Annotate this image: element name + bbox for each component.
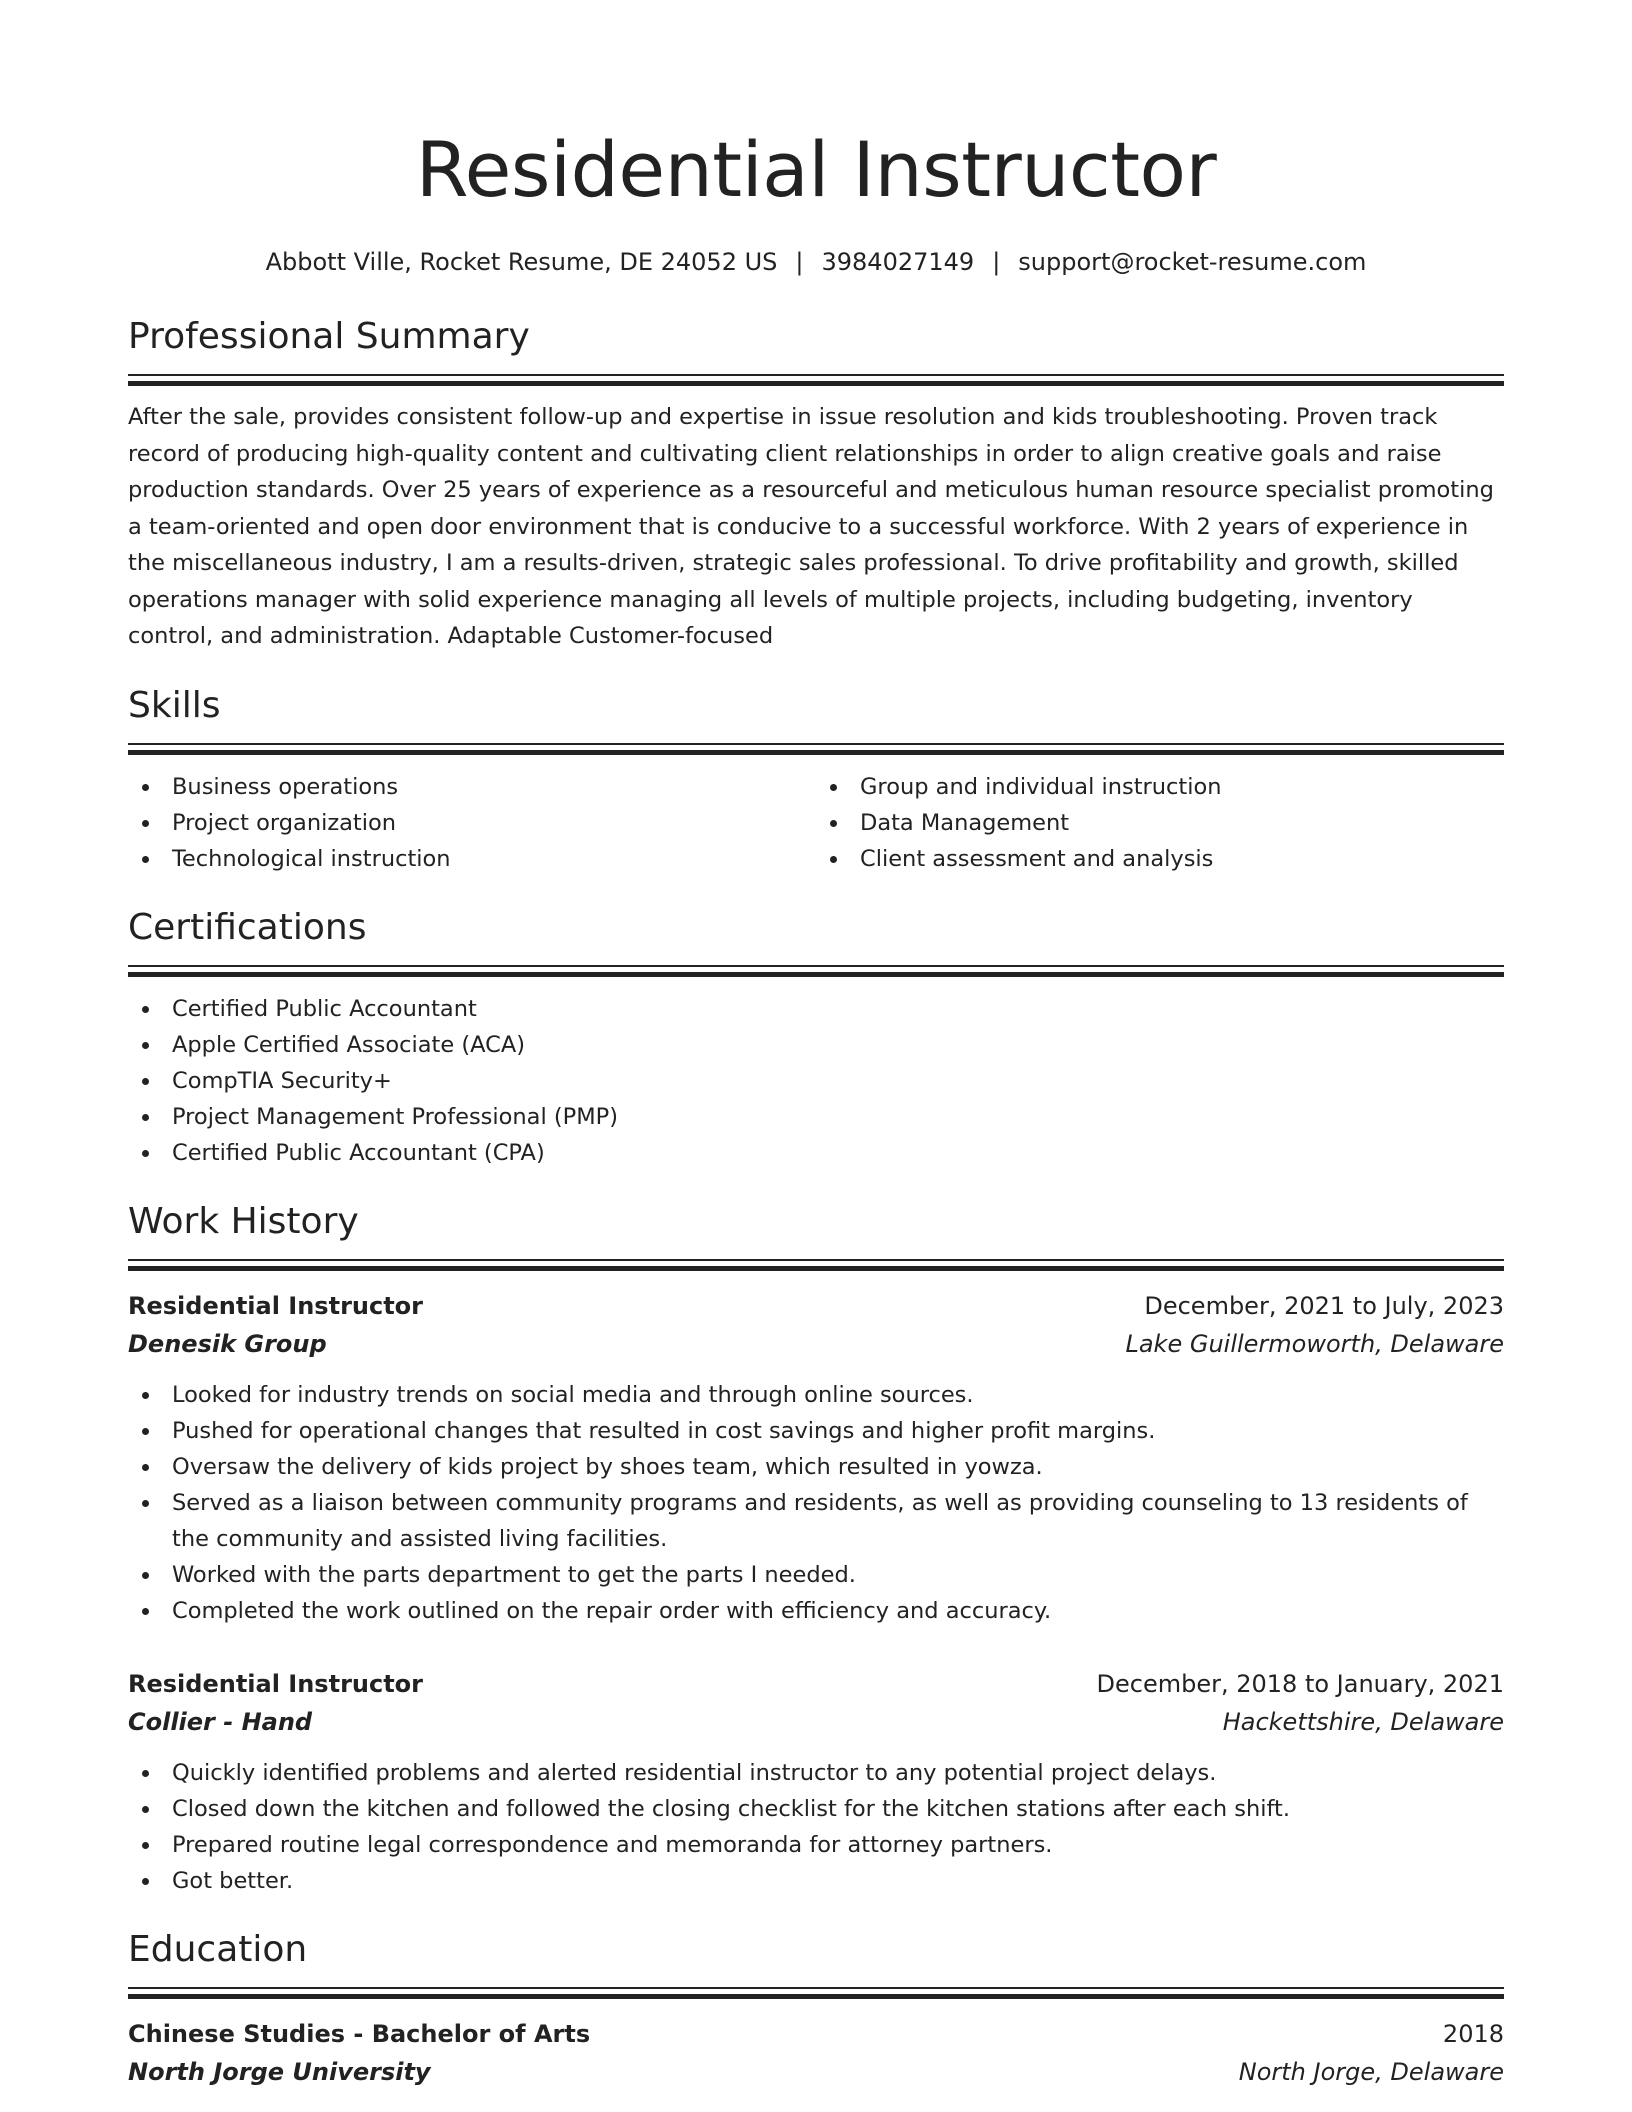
contact-line xyxy=(128,246,1504,278)
skill-item: Client assessment and analysis xyxy=(816,841,1504,877)
job-duty-item: Closed down the kitchen and followed the closing checklist for the kitchen stations after each shift. xyxy=(128,1791,1504,1827)
job-duty-item: Worked with the parts department to get the parts I needed. xyxy=(128,1557,1504,1593)
job-location: Hackettshire, Delaware xyxy=(1222,1707,1504,1736)
skill-item: Business operations xyxy=(128,769,816,805)
skill-item: Technological instruction xyxy=(128,841,816,877)
job-dates: December, 2018 to January, 2021 xyxy=(1096,1669,1504,1698)
section-divider xyxy=(128,1259,1504,1271)
skills-grid xyxy=(128,755,1504,877)
job-duty-item: Completed the work outlined on the repair order with efficiency and accuracy. xyxy=(128,1593,1504,1629)
certifications-section xyxy=(128,905,1504,1171)
contact-email[interactable]: support@rocket-resume.com xyxy=(1018,248,1367,276)
job-subheader xyxy=(128,1325,1504,1363)
summary-section xyxy=(128,314,1504,655)
job-header xyxy=(128,1287,1504,1325)
contact-address: Abbott Ville, Rocket Resume, DE 24052 US xyxy=(265,248,778,276)
job-dates: December, 2021 to July, 2023 xyxy=(1144,1291,1504,1320)
job-duty-item: Looked for industry trends on social media and through online sources. xyxy=(128,1377,1504,1413)
job-duties-list xyxy=(128,1755,1504,1899)
job-entry xyxy=(128,1665,1504,1899)
job-duty-item: Got better. xyxy=(128,1863,1504,1899)
section-divider xyxy=(128,1987,1504,1999)
certification-item: Certified Public Accountant (CPA) xyxy=(128,1135,1504,1171)
job-duty-item: Pushed for operational changes that resulted in cost savings and higher profit margins. xyxy=(128,1413,1504,1449)
education-degree: Chinese Studies - Bachelor of Arts xyxy=(128,2019,591,2048)
skills-list-left xyxy=(128,769,816,877)
education-section xyxy=(128,1927,1504,2091)
job-duty-item: Quickly identified problems and alerted residential instructor to any potential project delays. xyxy=(128,1755,1504,1791)
section-title-work-history: Work History xyxy=(128,1200,359,1242)
job-company: Denesik Group xyxy=(128,1329,327,1358)
certification-item: Apple Certified Associate (ACA) xyxy=(128,1027,1504,1063)
job-location: Lake Guillermoworth, Delaware xyxy=(1125,1329,1504,1358)
job-company: Collier - Hand xyxy=(128,1707,313,1736)
certification-item: Project Management Professional (PMP) xyxy=(128,1099,1504,1135)
section-title-skills: Skills xyxy=(128,684,221,726)
certification-item: Certified Public Accountant xyxy=(128,991,1504,1027)
contact-phone: 3984027149 xyxy=(821,248,975,276)
skill-item: Group and individual instruction xyxy=(816,769,1504,805)
job-header xyxy=(128,1665,1504,1703)
certifications-list xyxy=(128,991,1504,1171)
job-duties-list xyxy=(128,1377,1504,1629)
skill-item: Project organization xyxy=(128,805,816,841)
skills-list-right xyxy=(816,769,1504,877)
contact-separator: | xyxy=(795,248,804,276)
section-title-education: Education xyxy=(128,1928,308,1970)
job-subheader xyxy=(128,1703,1504,1741)
job-title: Residential Instructor xyxy=(128,1291,424,1320)
job-duty-item: Oversaw the delivery of kids project by shoes team, which resulted in yowza. xyxy=(128,1449,1504,1485)
job-duty-item: Prepared routine legal correspondence and memoranda for attorney partners. xyxy=(128,1827,1504,1863)
education-header xyxy=(128,2015,1504,2053)
skills-section xyxy=(128,683,1504,877)
contact-separator: | xyxy=(992,248,1001,276)
section-divider xyxy=(128,743,1504,755)
section-title-certifications: Certifications xyxy=(128,906,367,948)
education-location: North Jorge, Delaware xyxy=(1238,2057,1504,2086)
job-entry xyxy=(128,1287,1504,1629)
skill-item: Data Management xyxy=(816,805,1504,841)
section-divider xyxy=(128,965,1504,977)
certification-item: CompTIA Security+ xyxy=(128,1063,1504,1099)
section-title-summary: Professional Summary xyxy=(128,316,530,357)
job-duty-item: Served as a liaison between community programs and residents, as well as providing counseling to 13 residents of the community and assisted living facilities. xyxy=(128,1485,1504,1557)
work-history-section xyxy=(128,1199,1504,1899)
education-entry xyxy=(128,2015,1504,2091)
education-school: North Jorge University xyxy=(128,2057,431,2086)
section-divider xyxy=(128,374,1504,386)
education-subheader xyxy=(128,2053,1504,2091)
candidate-name: Residential Instructor xyxy=(415,125,1217,214)
education-year: 2018 xyxy=(1442,2019,1504,2048)
summary-text: After the sale, provides consistent follow-up and expertise in issue resolution and kids troubleshooting. Proven track record of producing high-quality content and cultivating client relationships in order to align creative goals and raise production standards. Over 25 years of experience as a resourceful and meticulous human resource specialist promoting a team-oriented and open door environment that is conducive to a successful workforce. With 2 years of experience in the miscellaneous industry, I am a results-driven, strategic sales professional. To drive profitability and growth, skilled operations manager with solid experience managing all levels of multiple projects, including budgeting, inventory control, and administration. Adaptable Customer-focused xyxy=(128,404,1494,649)
job-title: Residential Instructor xyxy=(128,1669,424,1698)
